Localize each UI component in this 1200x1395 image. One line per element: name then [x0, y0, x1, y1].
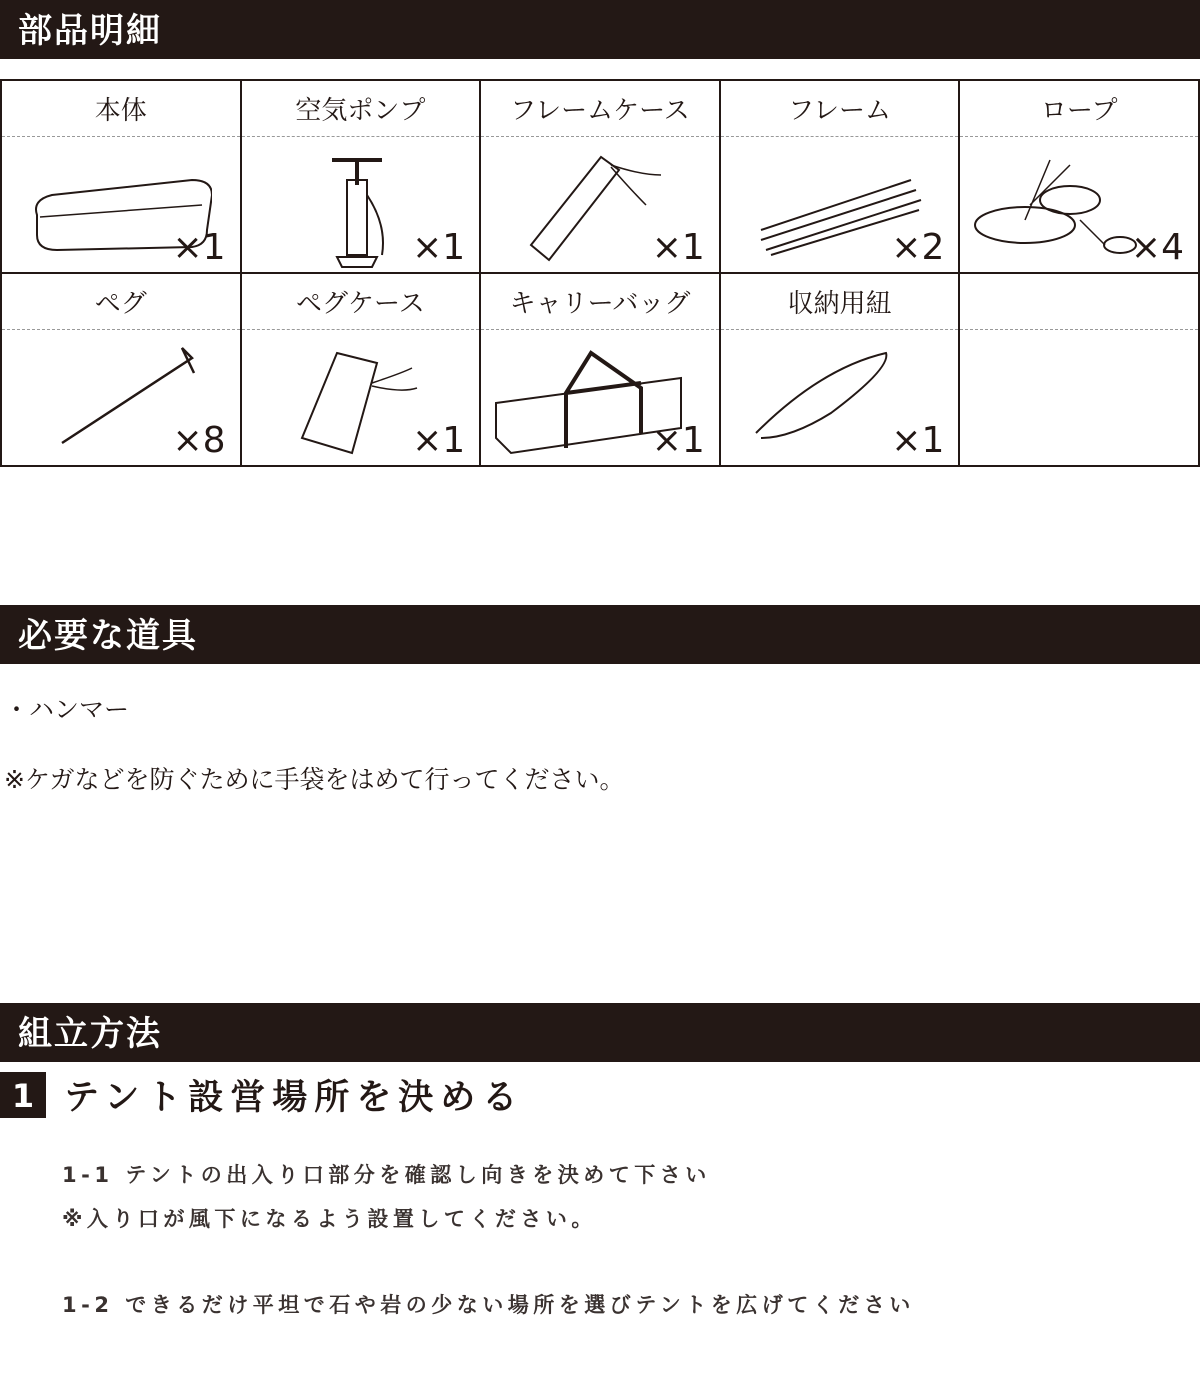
part-name: フレームケース: [481, 81, 719, 137]
part-cell: [959, 80, 1199, 273]
step-number: 1: [0, 1072, 46, 1118]
part-name: ロープ: [960, 81, 1198, 137]
part-qty: ×1: [651, 227, 705, 268]
step-line: 1-2 できるだけ平坦で石や岩の少ない場所を選びテントを広げてください: [62, 1293, 915, 1317]
part-qty: ×1: [412, 227, 466, 268]
part-name: キャリーバッグ: [481, 274, 719, 330]
part-cell: [720, 273, 960, 466]
part-qty: ×1: [651, 420, 705, 461]
empty-cell: [959, 273, 1199, 466]
part-cell: [480, 80, 720, 273]
step-title: テント設営場所を決める: [64, 1078, 525, 1118]
part-name: フレーム: [721, 81, 959, 137]
part-qty: ×4: [1130, 227, 1184, 268]
part-name: ペグ: [2, 274, 240, 330]
part-qty: ×1: [412, 420, 466, 461]
parts-table: [0, 79, 1200, 467]
part-name: 空気ポンプ: [242, 81, 480, 137]
part-cell: [1, 80, 241, 273]
part-name: ペグケース: [242, 274, 480, 330]
step-line: ※入り口が風下になるよう設置してください。: [62, 1207, 597, 1231]
part-qty: ×8: [172, 420, 226, 461]
part-qty: ×2: [891, 227, 945, 268]
part-qty: ×1: [172, 227, 226, 268]
parts-header: 部品明細: [0, 0, 1200, 59]
part-name: 収納用紐: [721, 274, 959, 330]
part-qty: ×1: [891, 420, 945, 461]
assembly-header: 組立方法: [0, 1003, 1200, 1062]
part-cell: [241, 80, 481, 273]
part-cell: [720, 80, 960, 273]
tool-item: ・ハンマー: [4, 695, 130, 724]
part-cell: [1, 273, 241, 466]
step-line: 1-1 テントの出入り口部分を確認し向きを決めて下さい: [62, 1163, 711, 1187]
tools-header: 必要な道具: [0, 605, 1200, 664]
part-cell: [241, 273, 481, 466]
rope-icon: [970, 145, 1150, 270]
part-cell: [480, 273, 720, 466]
part-name: 本体: [2, 81, 240, 137]
tool-note: ※ケガなどを防ぐために手袋をはめて行ってください。: [4, 765, 625, 794]
